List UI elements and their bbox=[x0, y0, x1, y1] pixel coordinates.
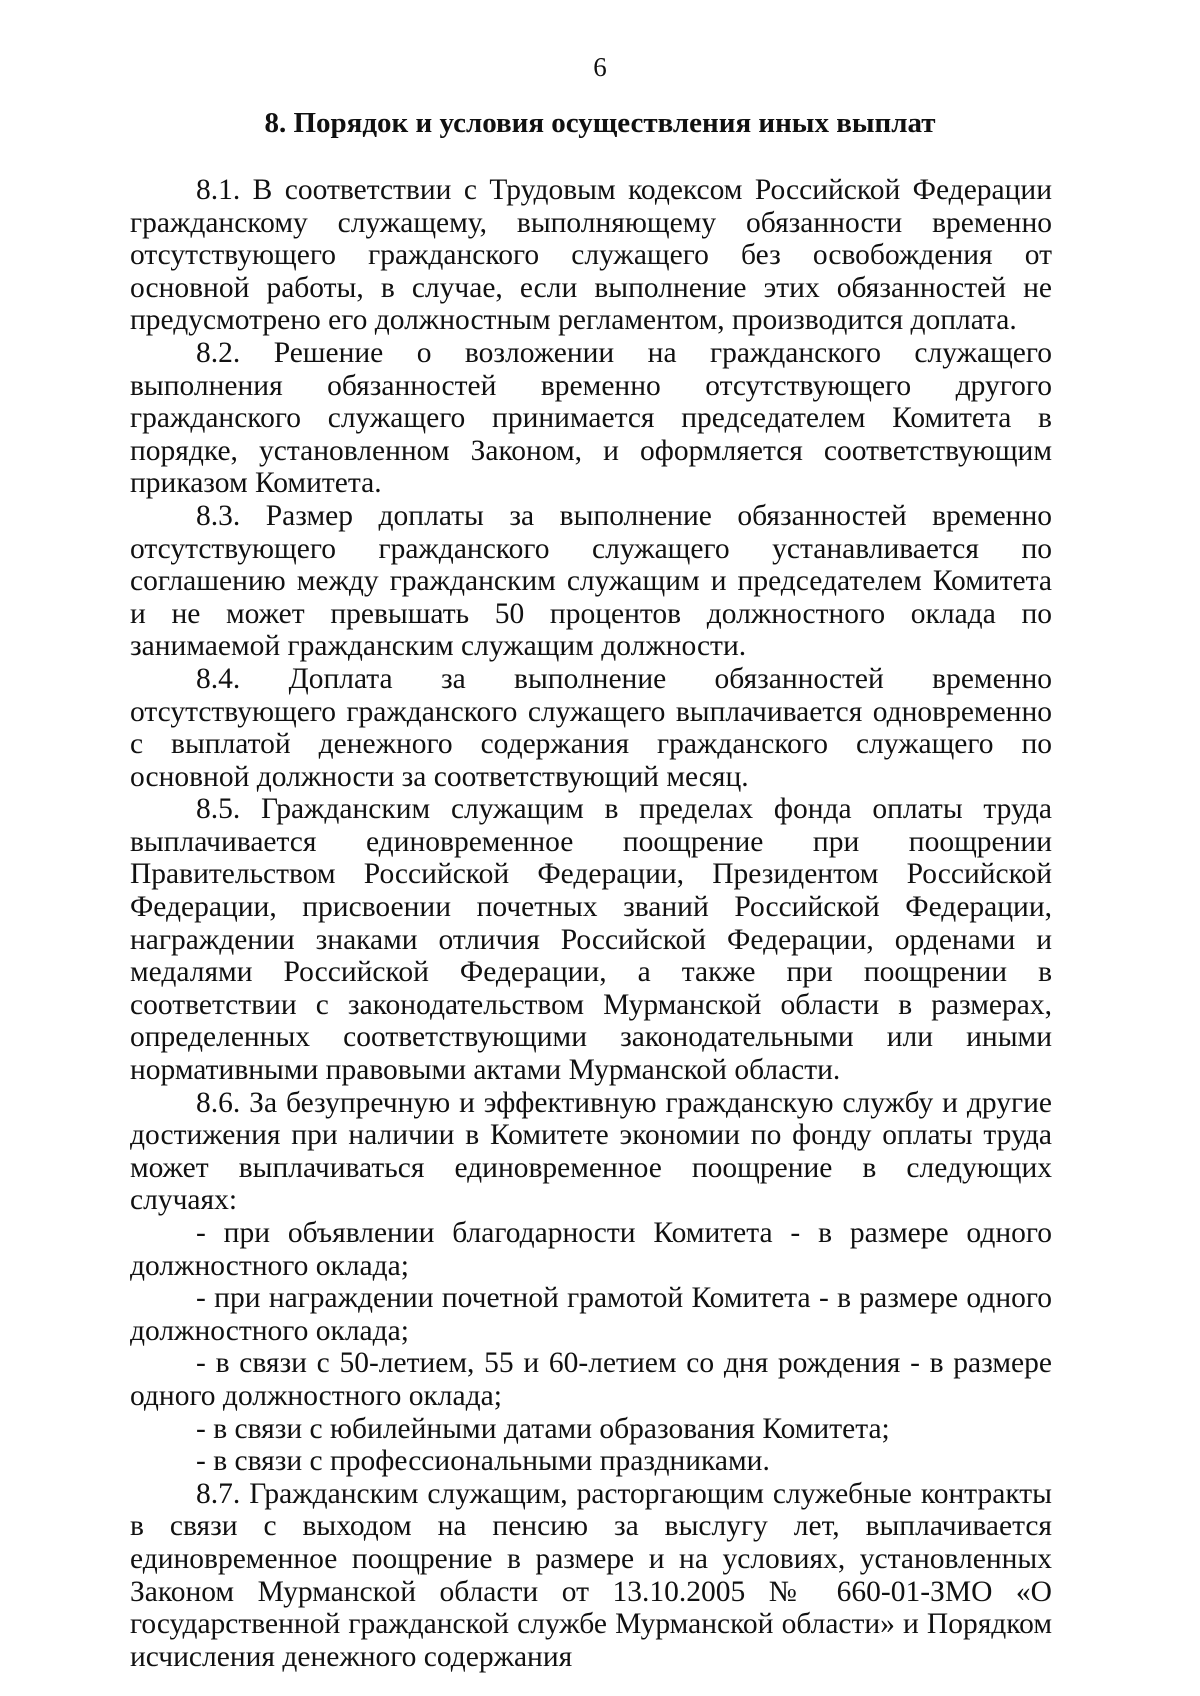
page-number: 6 bbox=[593, 52, 607, 82]
paragraph-8-1: 8.1. В соответствии с Трудовым кодексом Российской Федерации гражданскому служащему, выполняющему обязанности временно отсутствующего гражданского служащего без освобождения от основной работы, в случае, если выполнение этих обязанностей не предусмотрено его должностным регламентом, производится доплата. bbox=[130, 174, 1052, 337]
paragraph-8-5: 8.5. Гражданским служащим в пределах фонда оплаты труда выплачивается единовременное поощрение при поощрении Правительством Российской Федерации, Президентом Российской Федерации, присвоении почетных званий Российской Федерации, награждении знаками отличия Российской Федерации, орденами и медалями Российской Федерации, а также при поощрении в соответствии с законодательством Мурманской области в размерах, определенных соответствующими законодательными или иными нормативными правовыми актами Мурманской области. bbox=[130, 793, 1052, 1087]
document-body bbox=[130, 174, 1052, 1673]
list-item-gratitude: - при объявлении благодарности Комитета - в размере одного должностного оклада; bbox=[130, 1217, 1052, 1282]
list-item-committee-jubilee: - в связи с юбилейными датами образования Комитета; bbox=[196, 1412, 890, 1445]
section-title: 8. Порядок и условия осуществления иных выплат bbox=[264, 107, 936, 139]
paragraph-8-3: 8.3. Размер доплаты за выполнение обязанностей временно отсутствующего гражданского служащего устанавливается по соглашению между гражданским служащим и председателем Комитета и не может превышать 50 процентов должностного оклада по занимаемой гражданским служащим должности. bbox=[130, 499, 1052, 663]
paragraph-8-7: 8.7. Гражданским служащим, расторгающим служебные контракты в связи с выходом на пенсию за выслугу лет, выплачивается единовременное поощрение в размере и на условиях, установленных Законом Мурманской области от 13.10.2005 № 660-01-ЗМО «О государственной гражданской службе Мурманской области» и Порядком исчисления денежного содержания bbox=[130, 1477, 1052, 1673]
list-item-anniversary: - в связи с 50-летием, 55 и 60-летием со дня рождения - в размере одного должностного оклада; bbox=[130, 1347, 1052, 1412]
paragraph-8-4: 8.4. Доплата за выполнение обязанностей временно отсутствующего гражданского служащего выплачивается одновременно с выплатой денежного содержания гражданского служащего по основной должности за соответствующий месяц. bbox=[130, 662, 1052, 793]
list-item-professional-holidays: - в связи с профессиональными праздниками. bbox=[196, 1445, 770, 1478]
paragraph-8-2: 8.2. Решение о возложении на гражданского служащего выполнения обязанностей временно отсутствующего другого гражданского служащего принимается председателем Комитета в порядке, установленном Законом, и оформляется соответствующим приказом Комитета. bbox=[130, 336, 1052, 500]
paragraph-8-6: 8.6. За безупречную и эффективную гражданскую службу и другие достижения при наличии в Комитете экономии по фонду оплаты труда может выплачиваться единовременное поощрение в следующих случаях: bbox=[130, 1086, 1052, 1217]
list-item-certificate: - при награждении почетной грамотой Комитета - в размере одного должностного оклада; bbox=[130, 1282, 1052, 1347]
